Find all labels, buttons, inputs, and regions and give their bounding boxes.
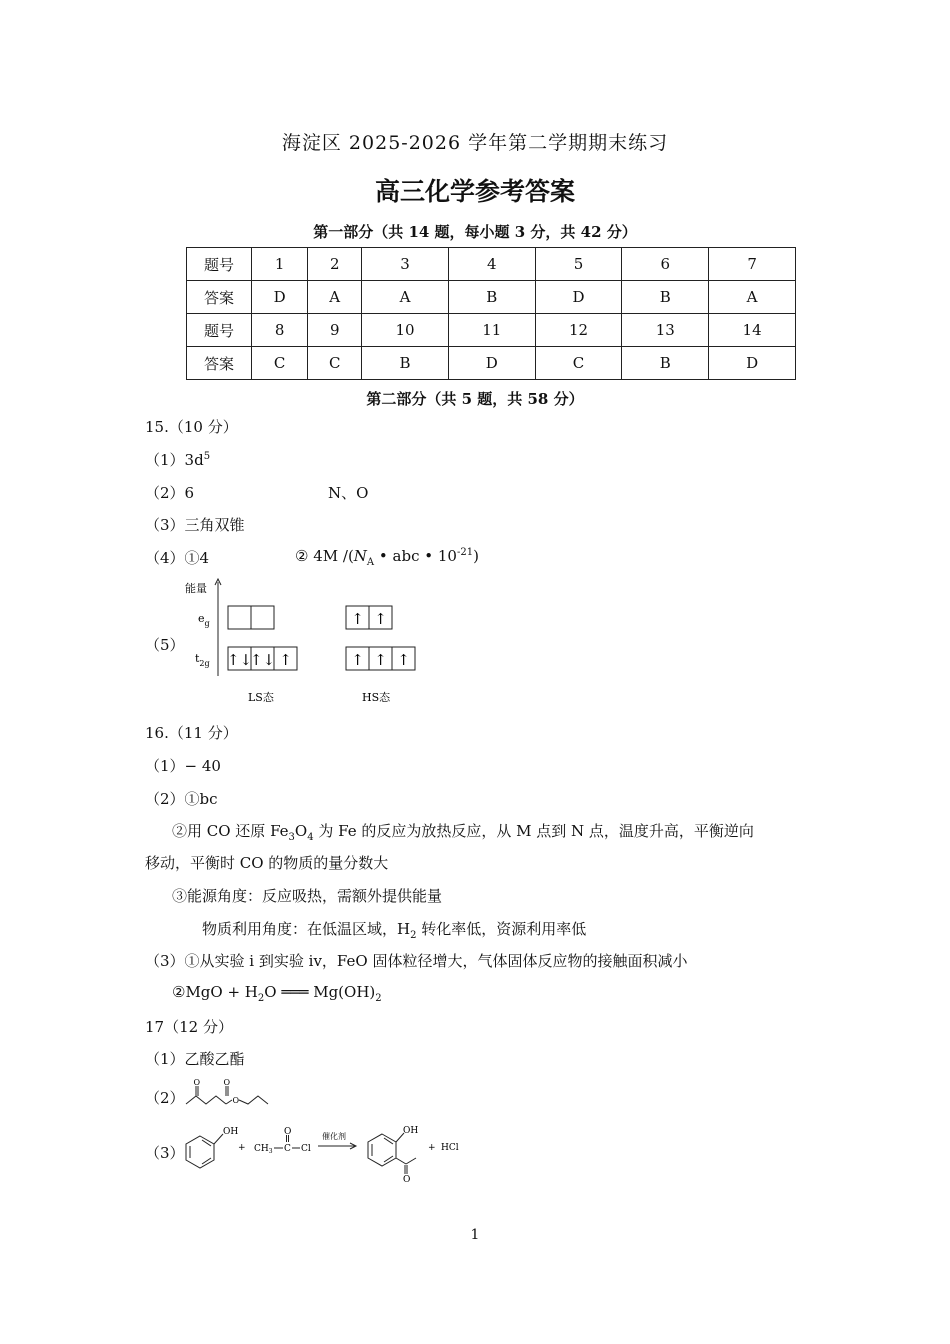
ethyl-acetoacetate-structure	[182, 1076, 272, 1112]
q15-answer-2: （2）6	[145, 484, 195, 502]
hs-t2g-arrow-3: ↑	[397, 651, 410, 669]
q16-a22-part3: 为 Fe 的反应为放热反应，从 M 点到 N 点，温度升高，平衡逆向	[313, 822, 754, 840]
table-cell: 1	[252, 248, 308, 281]
q16-a23b-sub1: 2	[410, 930, 417, 941]
table-cell: D	[252, 281, 308, 314]
q15-answer-5: （5）	[145, 636, 185, 654]
q16-answer-2-1: （2）①bc	[145, 790, 218, 808]
row-label: 答案	[187, 347, 252, 380]
table-cell: B	[622, 347, 709, 380]
row-label: 题号	[187, 248, 252, 281]
acetyl-oxygen-label: O	[284, 1127, 292, 1137]
acetyl-carbon-label: C	[284, 1144, 291, 1154]
q15-answer-3: （3）三角双锥	[145, 516, 245, 534]
q16-a23b-part2: 转化率低，资源利用率低	[416, 920, 587, 938]
row-label: 题号	[187, 314, 252, 347]
q15-a4b-exp: -21	[456, 547, 474, 558]
hs-state-label: HS态	[362, 691, 391, 704]
q16-a22-part1: ②用 CO 还原 Fe	[172, 822, 289, 840]
phenol-oh-label: OH	[223, 1127, 239, 1137]
q16-answer-3-2	[172, 983, 382, 1004]
acetyl-cl-label: Cl	[301, 1144, 311, 1154]
ester-carbonyl-oxygen-label: O	[223, 1078, 231, 1087]
ls-t2g-single: ↑	[279, 651, 292, 669]
table-row	[187, 314, 796, 347]
plus-sign-2: +	[428, 1143, 436, 1153]
table-cell: C	[252, 347, 308, 380]
q15-a4b-mid: • abc • 10	[374, 547, 457, 565]
product-carbonyl-oxygen-label: O	[403, 1175, 411, 1185]
q16-answer-2-3: ③能源角度：反应吸热，需额外提供能量	[172, 887, 443, 905]
catalyst-label: 催化剂	[322, 1132, 346, 1141]
q15-answer-4b	[295, 547, 479, 568]
table-cell: A	[362, 281, 449, 314]
page-number: 1	[470, 1227, 480, 1243]
table-cell: 4	[448, 248, 535, 281]
answer-table	[186, 247, 796, 380]
ester-oxygen-label: O	[232, 1096, 240, 1105]
table-cell: B	[362, 347, 449, 380]
q16-a22-sub2: 4	[307, 832, 314, 843]
q16-header: 16.（11 分）	[145, 724, 238, 742]
ls-t2g-pair-2: ↑↓	[249, 651, 276, 669]
q16-a22-sub1: 3	[288, 832, 295, 843]
q16-answer-1: （1）− 40	[145, 757, 221, 775]
hcl-label: HCl	[441, 1143, 459, 1153]
table-cell: A	[308, 281, 362, 314]
part2-title: 第二部分（共 5 题，共 58 分）	[366, 390, 584, 408]
ls-t2g-pair-1: ↑↓	[226, 651, 253, 669]
table-cell: D	[448, 347, 535, 380]
row-label: 答案	[187, 281, 252, 314]
q17-header: 17（12 分）	[145, 1018, 233, 1036]
table-cell: 13	[622, 314, 709, 347]
q16-a32-part2: O ═══ Mg(OH)	[264, 983, 376, 1001]
ls-eg-orbital-2	[251, 606, 274, 629]
table-cell: 14	[709, 314, 796, 347]
acetyl-ch3-label: $CH_3$	[254, 1144, 273, 1155]
energy-axis-label: 能量	[185, 582, 207, 595]
q16-answer-2-2-cont: 移动，平衡时 CO 的物质的量分数大	[145, 854, 389, 872]
q15-a1-text: （1）3d	[145, 451, 204, 469]
table-cell: 10	[362, 314, 449, 347]
q16-a32-sub1: 2	[257, 993, 265, 1004]
q16-a22-part2: O	[294, 822, 308, 840]
q17-answer-2: （2）	[145, 1089, 185, 1107]
table-cell: C	[308, 347, 362, 380]
q17-answer-1: （1）乙酸乙酯	[145, 1050, 245, 1068]
table-cell: B	[622, 281, 709, 314]
product-oh-label: OH	[403, 1126, 419, 1136]
table-cell: 6	[622, 248, 709, 281]
part1-title: 第一部分（共 14 题，每小题 3 分，共 42 分）	[313, 223, 637, 241]
hs-eg-arrow-1: ↑	[351, 610, 364, 628]
table-cell: 7	[709, 248, 796, 281]
q15-answer-2b: N、O	[328, 484, 369, 502]
hs-eg-arrow-2: ↑	[374, 610, 387, 628]
hs-t2g-arrow-1: ↑	[351, 651, 364, 669]
main-title: 高三化学参考答案	[374, 177, 575, 206]
q15-a4b-prefix: ② 4M /(	[295, 547, 354, 565]
q15-answer-4a: （4）①4	[145, 549, 210, 567]
table-cell: B	[448, 281, 535, 314]
q15-answer-1	[145, 449, 210, 470]
table-row	[187, 281, 796, 314]
table-cell: A	[709, 281, 796, 314]
q15-header: 15.（10 分）	[145, 418, 238, 436]
plus-sign-1: +	[238, 1143, 246, 1153]
table-cell: 2	[308, 248, 362, 281]
table-cell: 12	[535, 314, 622, 347]
q15-a4b-end: )	[473, 547, 479, 565]
table-cell: 3	[362, 248, 449, 281]
orbital-diagram	[180, 576, 440, 710]
reaction-equation	[182, 1118, 467, 1186]
table-row	[187, 347, 796, 380]
table-cell: D	[535, 281, 622, 314]
table-cell: 9	[308, 314, 362, 347]
table-cell: 8	[252, 314, 308, 347]
q15-a4b-A: A	[366, 557, 375, 568]
ls-state-label: LS态	[248, 691, 274, 704]
hs-t2g-arrow-2: ↑	[374, 651, 387, 669]
q15-a4b-N: N	[353, 547, 367, 565]
q16-answer-2-3b	[202, 918, 586, 941]
q16-answer-3-1: （3）①从实验 i 到实验 iv，FeO 固体粒径增大，气体固体反应物的接触面积减小	[145, 952, 688, 970]
ketone-oxygen-label: O	[193, 1078, 201, 1087]
q15-a1-sup: 5	[203, 451, 211, 462]
q16-a32-part1: ②MgO + H	[172, 983, 258, 1001]
table-cell: 5	[535, 248, 622, 281]
t2g-label: $t_{2g}$	[195, 652, 210, 668]
eg-label: $e_g$	[198, 612, 210, 628]
table-row	[187, 248, 796, 281]
ls-eg-orbital-1	[228, 606, 251, 629]
q17-answer-3: （3）	[145, 1144, 185, 1162]
exam-title: 海淀区 2025-2026 学年第二学期期末练习	[281, 132, 669, 154]
table-cell: D	[709, 347, 796, 380]
q16-answer-2-2	[172, 820, 754, 843]
q16-a32-sub2: 2	[375, 993, 382, 1004]
q16-a23b-part1: 物质利用角度：在低温区域，H	[202, 920, 411, 938]
table-cell: 11	[448, 314, 535, 347]
table-cell: C	[535, 347, 622, 380]
